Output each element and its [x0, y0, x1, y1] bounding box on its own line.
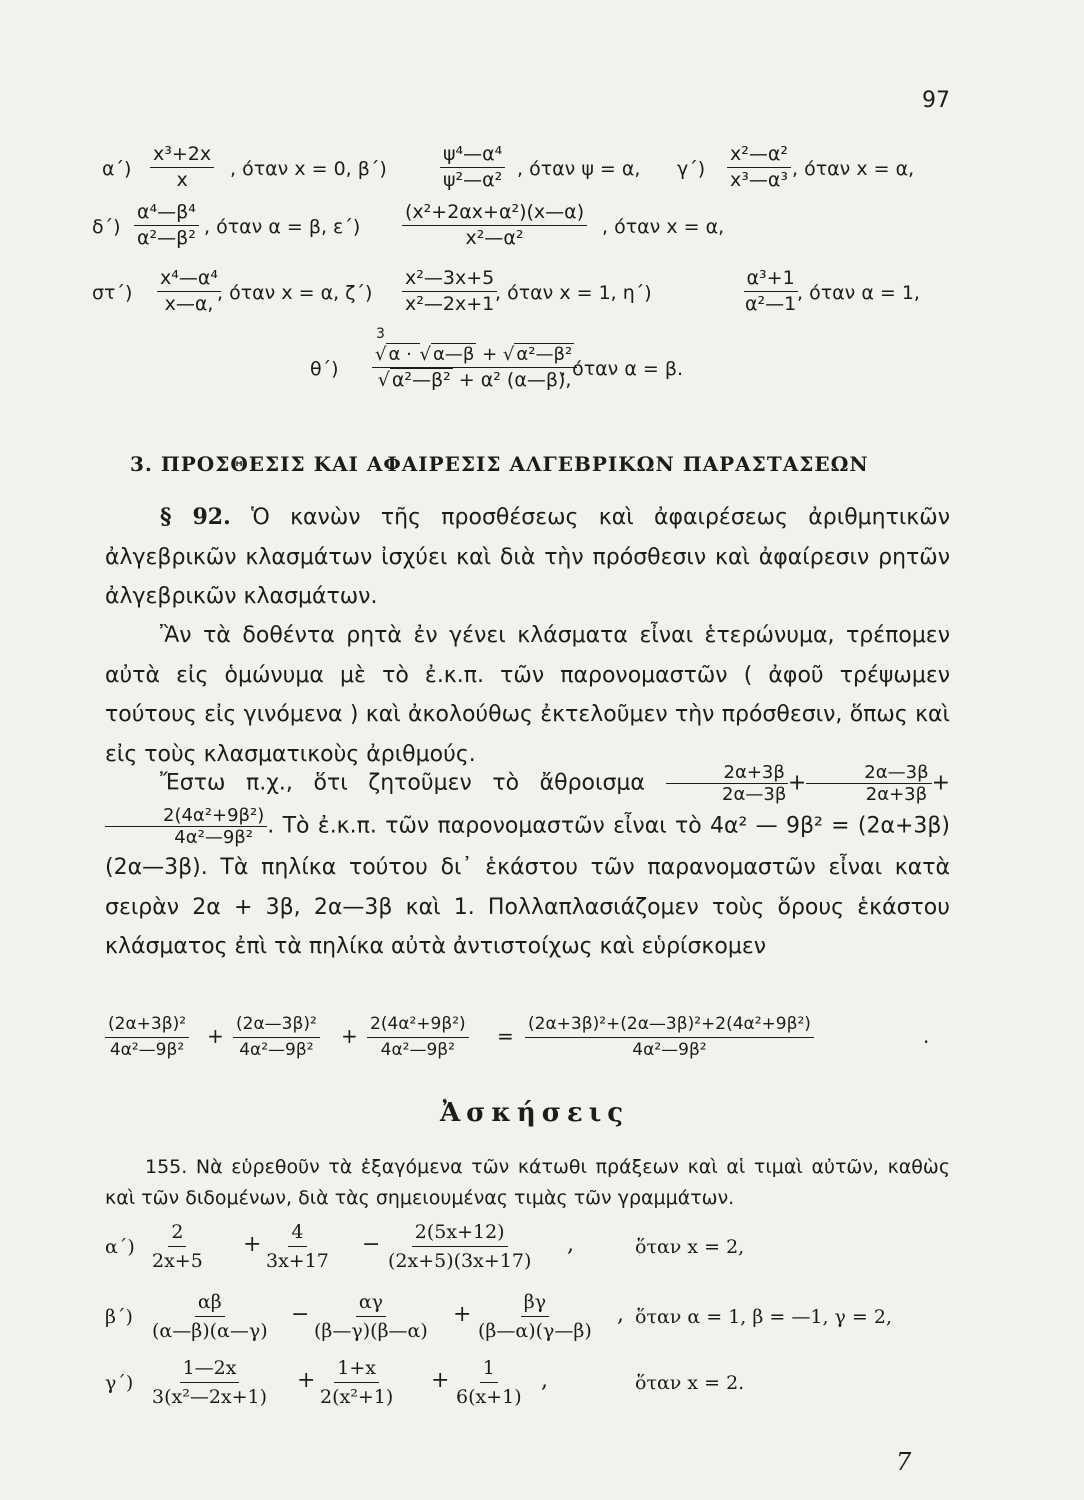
condition-f: , όταν x = α, ζ΄)	[217, 282, 373, 304]
paragraph-92: § 92. Ὁ κανὼν τῆς προσθέσεως καὶ ἀφαιρέσεως ἀριθμητικῶν ἀλγεβρικῶν κλασμάτων ἰσχύει καὶ διὰ τὴν πρόσθεσιν καὶ ἀφαίρεσιν ρητῶν ἀλγεβρικῶν κλασμάτων.	[105, 504, 950, 609]
paragraph-rule: Ἂν τὰ δοθέντα ρητὰ ἐν γένει κλάσματα εἶναι ἑτερώνυμα, τρέπομεν αὐτὰ εἰς ὁμώνυμα μὲ τὸ ἐ.κ.π. τῶν παρονομαστῶν ( ἀφοῦ τρέψωμεν τούτους εἰς γινόμενα ) καὶ ἀκολούθως ἐκτελοῦμεν τὴν πρόσθεσιν, ὅπως καὶ εἰς τοὺς κλασματικοὺς ἀριθμούς.	[105, 623, 950, 767]
fraction-c: $\frac{\text{x²—α²}}{\text{x³—α³}}$	[727, 142, 791, 193]
condition-c: , όταν x = α,	[792, 158, 915, 180]
exercise-155: 155. Νὰ εὑρεθοῦν τὰ ἐξαγόμενα τῶν κάτωθι πράξεων καὶ αἱ τιμαὶ αὐτῶν, καθὼς καὶ τῶν διδομένων, διὰ τὰς σημειουμένας τιμὰς τῶν γραμμάτων.	[105, 1156, 950, 1209]
sum-term-1: $\frac{\text{(2α+3β)²}}{\text{4α²—9β²}}$	[105, 1012, 189, 1063]
fraction-a: $\frac{\text{x³+2x}}{x}$	[150, 142, 214, 193]
label-d: δ΄)	[92, 216, 121, 238]
condition-h: , όταν α = 1,	[797, 282, 920, 304]
exercise-row-1	[102, 142, 942, 196]
label-a: α΄)	[102, 158, 132, 180]
exercises-title: Ἀσκήσεις	[440, 1098, 630, 1128]
footer-signature-mark: 7	[896, 1448, 912, 1476]
fraction-h: $\frac{\text{α³+1}}{\text{α²—1}}$	[745, 267, 797, 315]
label-theta: θ΄)	[310, 358, 339, 380]
cube-root-index: 3	[376, 326, 385, 342]
condition-e: , όταν x = α,	[602, 216, 725, 238]
exercise-155-b: β΄) $\frac{\alpha\beta}{(\alpha—\beta)(\alpha—\gamma)}$ − $\frac{\alpha\gamma}{(\beta—\gamma)(\beta—\alpha)}$ + $\frac{\beta\gamma}{(\beta—\alpha)(\gamma—\beta)}$ , ὅταν α = 1, β = —1, γ = 2,	[105, 1288, 950, 1352]
sqrt-symbol: √	[375, 344, 387, 365]
exercise-row-theta	[310, 326, 780, 406]
section-number: § 92.	[160, 504, 231, 530]
sum-term-3: $\frac{\text{2(4α²+9β²)}}{\text{4α²—9β²}}$	[367, 1012, 469, 1063]
page-number: 97	[922, 88, 950, 113]
sum-equation: $\frac{\text{(2α+3β)²}}{\text{4α²—9β²}}$ + $\frac{\text{(2α—3β)²}}{\text{4α²—9β²}}$ + $\frac{\text{2(4α²+9β²)}}{\text{4α²—9β²}}$ = $\frac{\text{(2α+3β)²+(2α—3β)²+2(4α²+9β²)}}{\text{4α²—9β²}}$ .	[105, 1012, 945, 1072]
example-fraction-1: $\frac{2\alpha+3\beta}{2\alpha—3\beta}$	[666, 762, 788, 805]
label-c: γ΄)	[677, 158, 706, 180]
sum-term-2: $\frac{\text{(2α—3β)²}}{\text{4α²—9β²}}$	[233, 1012, 320, 1063]
condition-a: , όταν x = 0, β΄)	[230, 158, 387, 180]
example-fraction-2: $\frac{2\alpha—3\beta}{2\alpha+3\beta}$	[806, 762, 931, 805]
exercise-row-2	[92, 200, 942, 254]
exercise-row-3	[92, 266, 952, 320]
condition-g: , όταν x = 1, η΄)	[495, 282, 652, 304]
condition-theta: , όταν α = β.	[560, 358, 684, 380]
exercise-155-c: γ΄) $\frac{1—2x}{\text{3(x²—2x+1)}}$ + $\frac{1+x}{\text{2(x²+1)}}$ + $\frac{1}{6(x+1)}$ , ὅταν x = 2.	[105, 1354, 950, 1418]
example-fraction-3: $\frac{\text{2(4α²+9β²)}}{\text{4α²—9β²}}$	[105, 805, 267, 848]
sum-result: $\frac{\text{(2α+3β)²+(2α—3β)²+2(4α²+9β²)}}{\text{4α²—9β²}}$	[525, 1012, 814, 1063]
fraction-e: $\frac{\text{(x²+2αx+α²)(x—α)}}{\text{x²—α²}}$	[402, 200, 587, 251]
condition-d: , όταν α = β, ε΄)	[204, 216, 361, 238]
section-heading: 3. ΠΡΟΣΘΕΣΙΣ ΚΑΙ ΑΦΑΙΡΕΣΙΣ ΑΛΓΕΒΡΙΚΩΝ ΠΑΡΑΣΤΑΣΕΩΝ	[130, 452, 869, 476]
paragraph-example: Ἔστω π.χ., ὅτι ζητοῦμεν τὸ ἄθροισμα $\frac{2\alpha+3\beta}{2\alpha—3\beta}$ + $\frac{2\alpha—3\beta}{2\alpha+3\beta}$ + $\frac{\text{2(4α²+9β²)}}{\text{4α²—9β²}}$ . Τὸ ἐ.κ.π. τῶν παρονομαστῶν εἶναι τὸ 4α² — 9β² = (2α+3β)(2α—3β). Τὰ πηλίκα τούτου δι᾽ ἑκάστου τῶν παρανομαστῶν εἶναι κατὰ σειρὰν 2α + 3β, 2α—3β καὶ 1. Πολλαπλασιάζομεν τοὺς ὅρους ἑκάστου κλάσματος ἐπὶ τὰ πηλίκα αὐτὰ ἀντιστοίχως καὶ εὑρίσκομεν	[105, 762, 950, 959]
exercise-155-a: α΄) $\frac{2}{2x+5}$ + $\frac{4}{3x+17}$ − $\frac{2(5x+12)}{(2x+5)(3x+17)}$ , ὅταν x = 2,	[105, 1218, 950, 1282]
fraction-b: $\frac{\text{ψ⁴—α⁴}}{\text{ψ²—α²}}$	[440, 142, 505, 193]
fraction-theta: $\frac{\text{√ α · √ α—β + √ α²—β²}}{\text{√ α²—β² + α² (α—β),}}$	[372, 342, 577, 393]
label-f: στ΄)	[92, 282, 133, 304]
fraction-f: $\frac{\text{x⁴—α⁴}}{x—\alpha,}$	[157, 266, 221, 317]
fraction-g: $\frac{\text{x²—3x+5}}{\text{x²—2x+1}}$	[402, 266, 497, 317]
condition-b: , όταν ψ = α,	[517, 158, 641, 180]
fraction-d: $\frac{\text{α⁴—β⁴}}{\text{α²—β²}}$	[134, 200, 199, 251]
